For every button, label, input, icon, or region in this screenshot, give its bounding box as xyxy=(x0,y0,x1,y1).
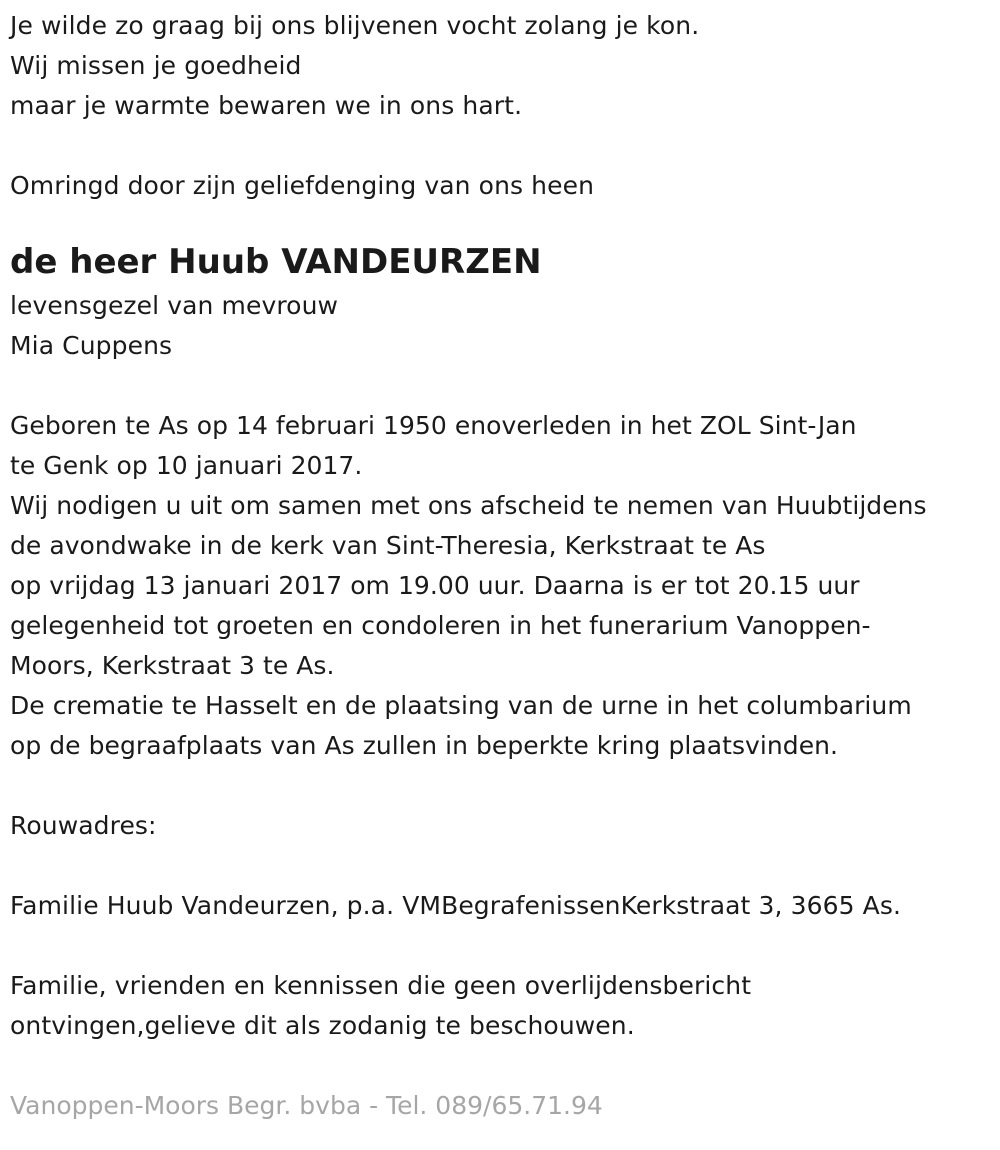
notice-line: Familie, vrienden en kennissen die geen overlijdensbericht xyxy=(10,971,752,1000)
deceased-name: de heer Huub VANDEURZEN xyxy=(10,242,542,282)
spacer xyxy=(10,846,995,886)
details-line: Wij nodigen u uit om samen met ons afscheid te nemen van Huubtijdens xyxy=(10,491,927,520)
spacer xyxy=(10,366,995,406)
intro-poem xyxy=(10,6,995,126)
details-line: op vrijdag 13 januari 2017 om 19.00 uur. Daarna is er tot 20.15 uur xyxy=(10,571,860,600)
spacer xyxy=(10,126,995,166)
address-label: Rouwadres: xyxy=(10,811,157,840)
relation-line: Mia Cuppens xyxy=(10,331,173,360)
details-line: te Genk op 10 januari 2017. xyxy=(10,451,363,480)
details-line: de avondwake in de kerk van Sint-Theresia, Kerkstraat te As xyxy=(10,531,766,560)
details-block xyxy=(10,406,995,766)
announcement-line: Omringd door zijn geliefdenging van ons heen xyxy=(10,171,595,200)
spacer xyxy=(10,206,995,238)
details-line: Geboren te As op 14 februari 1950 enoverleden in het ZOL Sint-Jan xyxy=(10,411,857,440)
spacer xyxy=(10,926,995,966)
details-line: op de begraafplaats van As zullen in beperkte kring plaatsvinden. xyxy=(10,731,839,760)
funeral-home-footer: Vanoppen-Moors Begr. bvba - Tel. 089/65.71.94 xyxy=(10,1091,603,1120)
address-value: Familie Huub Vandeurzen, p.a. VMBegrafenissenKerkstraat 3, 3665 As. xyxy=(10,891,902,920)
details-line: De crematie te Hasselt en de plaatsing van de urne in het columbarium xyxy=(10,691,912,720)
spacer xyxy=(10,1046,995,1086)
relation-block xyxy=(10,286,995,366)
notice-line: ontvingen,gelieve dit als zodanig te beschouwen. xyxy=(10,1011,635,1040)
obituary-notice xyxy=(10,6,995,1126)
details-line: Moors, Kerkstraat 3 te As. xyxy=(10,651,335,680)
details-line: gelegenheid tot groeten en condoleren in het funerarium Vanoppen- xyxy=(10,611,871,640)
intro-line: Je wilde zo graag bij ons blijvenen vocht zolang je kon. xyxy=(10,11,700,40)
relation-line: levensgezel van mevrouw xyxy=(10,291,339,320)
intro-line: Wij missen je goedheid xyxy=(10,51,302,80)
spacer xyxy=(10,766,995,806)
intro-line: maar je warmte bewaren we in ons hart. xyxy=(10,91,523,120)
notice-block xyxy=(10,966,995,1046)
